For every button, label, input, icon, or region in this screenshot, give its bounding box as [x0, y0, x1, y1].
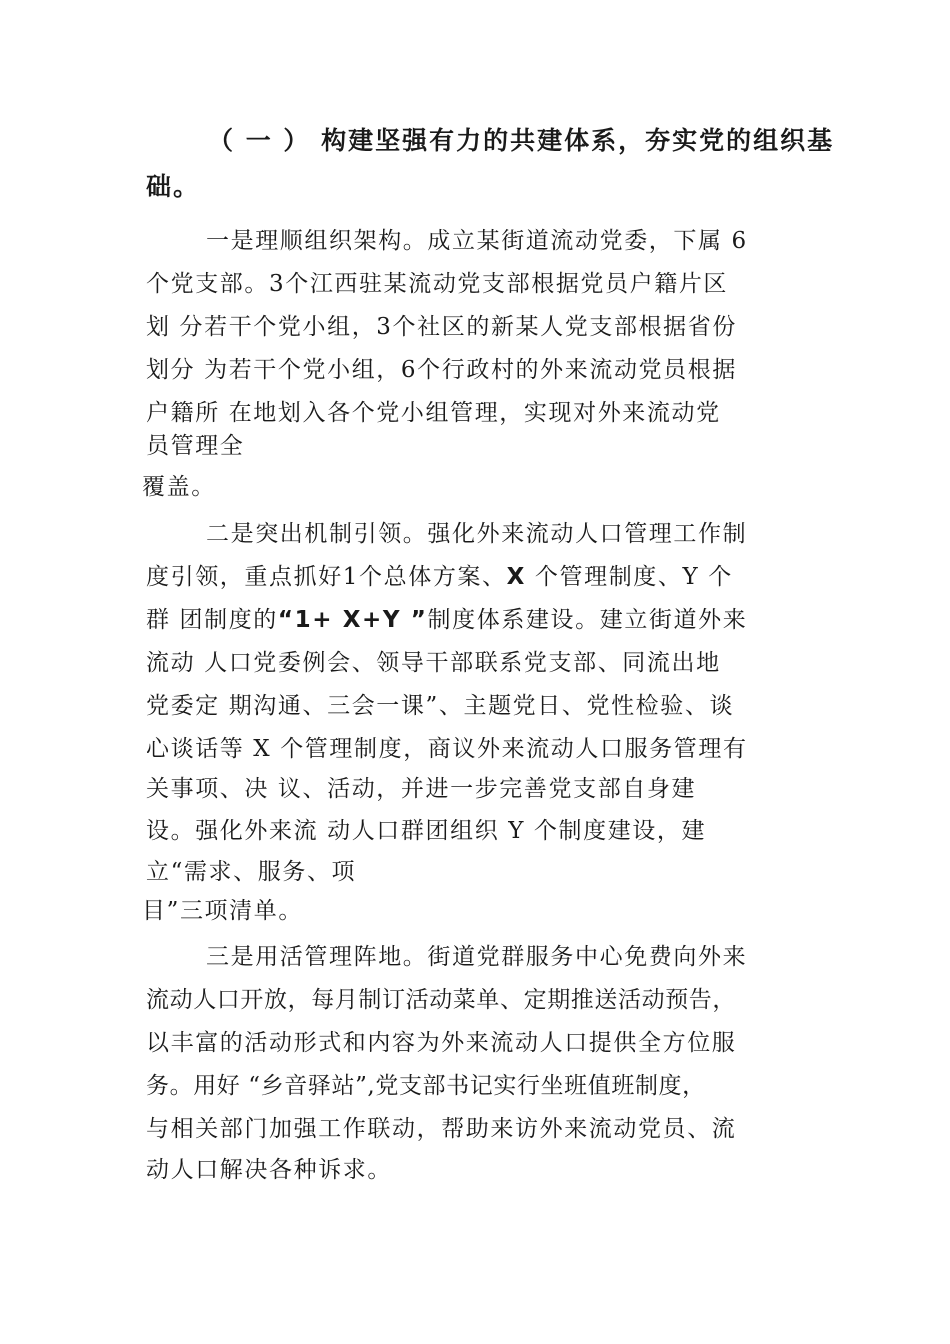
section-heading-line2: 础。 — [146, 172, 201, 201]
paragraph1-line6: 员管理全 — [146, 433, 245, 459]
paragraph2-line7: 关事项、决 议、活动，并进一步完善党支部自身建 — [146, 776, 697, 802]
paragraph2-line10: 目”三项清单。 — [142, 898, 303, 924]
paragraph2-line3-bold-formula: “1+ X+Y ” — [277, 607, 428, 633]
paragraph3-line3: 以丰富的活动形式和内容为外来流动人口提供全方位服 — [146, 1030, 737, 1056]
paragraph1-line7: 覆盖。 — [142, 474, 216, 500]
paragraph3-line5: 与相关部门加强工作联动，帮助来访外来流动党员、流 — [146, 1116, 737, 1142]
paragraph2-line5: 党委定 期沟通、三会一课”、主题党日、党性检验、谈 — [146, 693, 735, 719]
paragraph2-line3 — [146, 605, 747, 635]
paragraph1-line5: 户籍所 在地划入各个党小组管理，实现对外来流动党 — [146, 400, 721, 426]
paragraph2-line1: 二是突出机制引领。强化外来流动人口管理工作制 — [206, 521, 748, 547]
paragraph2-line8: 设。强化外来流 动人口群团组织 Y 个制度建设，建 — [146, 818, 707, 844]
paragraph2-line3-text-c: 制度体系建设。建立街道外来 — [427, 607, 748, 633]
paragraph1-line4: 划分 为若干个党小组，6个行政村的外来流动党员根据 — [146, 357, 737, 383]
section-heading-line1: （ 一 ） 构建坚强有力的共建体系，夯实党的组织基 — [208, 126, 835, 155]
paragraph3-line4: 务。用好 “乡音驿站”,党支部书记实行坐班值班制度， — [146, 1073, 706, 1099]
paragraph2-line9: 立“需求、服务、项 — [146, 859, 357, 885]
paragraph1-line3: 划 分若干个党小组，3个社区的新某人党支部根据省份 — [146, 314, 737, 340]
paragraph2-line2 — [146, 562, 733, 592]
paragraph2-line6: 心谈话等 X 个管理制度，商议外来流动人口服务管理有 — [146, 736, 748, 762]
paragraph2-line2-text-c: 个管理制度、Y 个 — [525, 564, 733, 590]
paragraph3-line6: 动人口解决各种诉求。 — [146, 1157, 392, 1183]
paragraph3-line1: 三是用活管理阵地。街道党群服务中心免费向外来 — [206, 944, 748, 970]
paragraph2-line4: 流动 人口党委例会、领导干部联系党支部、同流出地 — [146, 650, 721, 676]
paragraph1-line2: 个党支部。3个江西驻某流动党支部根据党员户籍片区 — [146, 271, 729, 297]
paragraph3-line2: 流动人口开放，每月制订活动菜单、定期推送活动预告， — [146, 987, 736, 1013]
paragraph2-line2-text-a: 度引领，重点抓好1个总体方案、 — [146, 564, 507, 590]
paragraph1-line1: 一是理顺组织架构。成立某街道流动党委，下属 6 — [206, 228, 748, 254]
paragraph2-line3-text-a: 群 团制度的 — [146, 607, 278, 633]
paragraph2-line2-bold-x: X — [506, 564, 526, 590]
